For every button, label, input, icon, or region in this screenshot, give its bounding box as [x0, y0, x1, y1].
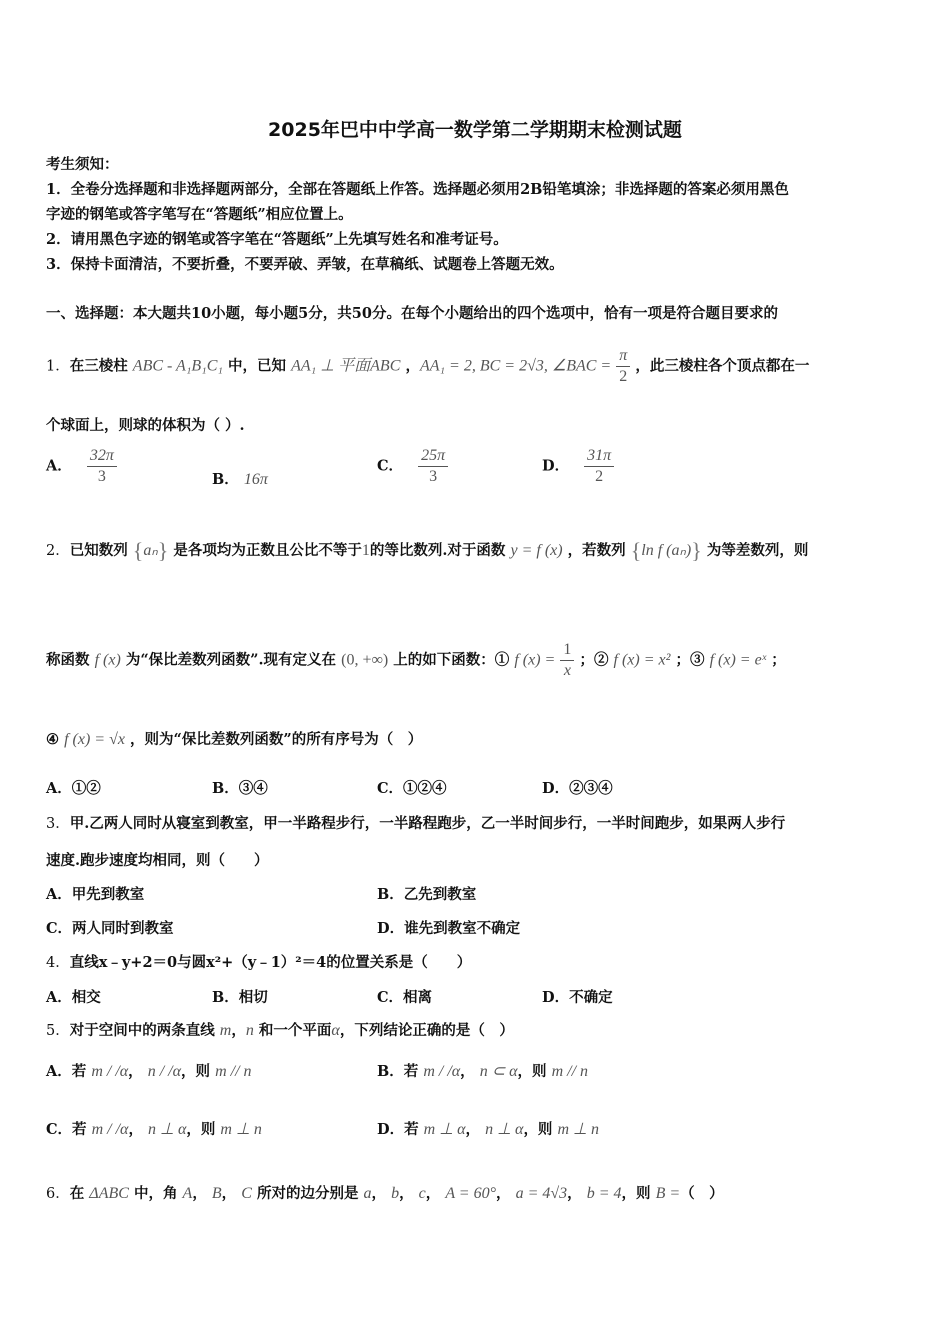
q-text: 甲.乙两人同时从寝室到教室，甲一半路程步行，一半路程跑步，乙一半时间步行，一半时间跑步，如果两人步行: [69, 815, 786, 832]
math-var: c: [418, 1185, 426, 1202]
q-text: 直线x﹣y+2＝0与圆x²+（y﹣1）²＝4的位置关系是（ ）: [69, 954, 472, 971]
option-a[interactable]: [46, 1060, 252, 1081]
question-3-line-1: [46, 812, 785, 833]
q-text: 为等差数列，则: [706, 542, 809, 559]
frac-den: 3: [97, 468, 106, 485]
question-number: 6．: [46, 1186, 70, 1202]
q-text: ；③: [675, 651, 705, 669]
math-fraction: [584, 446, 614, 487]
q-text: 称函数: [46, 651, 90, 669]
math-cond: m / /α: [91, 1121, 129, 1138]
question-number: 2．: [46, 543, 70, 559]
q-text: 为“保比差数列函数”.现有定义在: [125, 651, 337, 669]
q-text: 所对的边分别是: [256, 1185, 359, 1202]
option-d[interactable]: D．谁先到教室不确定: [377, 920, 521, 937]
option-label: B．: [212, 471, 239, 488]
question-1-line-1: 1．在三棱柱 ABC - A₁B₁C₁ 中，已知 AA₁ ⊥ 平面ABC ，AA₁ = 2, BC = 2√3, ∠BAC = $\frac{\pi}{2}$ ，此三棱柱各个顶点都在一: [46, 347, 810, 385]
math-perp: AA₁ ⊥ 平面ABC: [291, 357, 401, 375]
math-fraction: [560, 640, 574, 681]
math-cond: n ⊥ α: [148, 1121, 187, 1138]
question-number: 5．: [46, 1023, 70, 1039]
q-text: ，: [128, 1121, 143, 1138]
math-ask: B =: [655, 1185, 681, 1202]
math-alpha: α: [331, 1022, 340, 1039]
q-text: 对于空间中的两条直线: [69, 1022, 215, 1039]
q-text: 中，已知: [228, 357, 287, 375]
math-cond: n ⊥ α: [485, 1121, 524, 1138]
option-c[interactable]: C．①②④: [377, 780, 447, 797]
option-a[interactable]: A．相交: [46, 989, 101, 1006]
option-b[interactable]: [212, 468, 268, 489]
q-text: （ ）: [680, 1185, 724, 1202]
q-text: 和一个平面: [258, 1022, 332, 1039]
option-label: A．若: [46, 1063, 87, 1080]
option-a[interactable]: [46, 446, 117, 487]
math-conditions: AA₁ = 2, BC = 2√3, ∠BAC =: [419, 357, 612, 375]
notice-heading: 考生须知：: [46, 156, 119, 173]
q-text: ，则: [523, 1121, 553, 1138]
math-var: b: [391, 1185, 400, 1202]
option-b[interactable]: B．相切: [212, 989, 268, 1006]
math-lnf: ln f (aₙ): [641, 542, 692, 559]
question-number: 1．: [46, 358, 70, 375]
option-label: A．: [46, 457, 72, 475]
q-text: ，: [399, 1185, 414, 1202]
option-d[interactable]: [542, 446, 614, 487]
math-bval: b = 4: [586, 1185, 622, 1202]
math-n: n: [245, 1022, 254, 1039]
option-label: C．若: [46, 1121, 87, 1138]
option-c[interactable]: [46, 1118, 262, 1139]
q-text: ，: [221, 1185, 237, 1202]
math-triangle: ΔABC: [89, 1185, 129, 1202]
option-d[interactable]: [377, 1118, 599, 1139]
q-text: ，: [460, 1063, 475, 1080]
option-d[interactable]: D．不确定: [542, 989, 613, 1006]
question-6: [46, 1182, 724, 1203]
math-fraction: [87, 446, 117, 487]
option-c[interactable]: [377, 446, 448, 487]
notice-item: 1．全卷分选择题和非选择题两部分，全部在答题纸上作答。选择题必须用2B铅笔填涂；非选择题的答案必须用黑色: [46, 181, 789, 198]
math-f1: f (x) =: [514, 651, 556, 669]
q-text: ，: [465, 1121, 481, 1138]
frac-den: 2: [595, 468, 604, 485]
q-text: ，此三棱柱各个顶点都在一: [635, 357, 810, 375]
math-cond: m / /α: [91, 1063, 129, 1080]
option-b[interactable]: [377, 1060, 588, 1081]
q-text: 是各项均为正数且公比不等于: [173, 542, 362, 559]
frac-num: 1: [560, 640, 574, 661]
question-number: 3．: [46, 816, 70, 832]
q-text: 在三棱柱: [69, 357, 128, 375]
question-4: [46, 951, 471, 972]
math-an: aₙ: [143, 542, 158, 559]
math-result: m // n: [551, 1063, 589, 1080]
math-domain: (0, +∞): [341, 651, 389, 669]
notice-item: 2．请用黑色字迹的钢笔或答字笔在“答题纸”上先填写姓名和准考证号。: [46, 231, 508, 248]
question-2-line-3: [46, 728, 422, 749]
q-text: ，: [567, 1185, 582, 1202]
option-c[interactable]: C．两人同时到教室: [46, 920, 174, 937]
math-fraction: [616, 346, 630, 387]
math-fx: f (x): [94, 651, 121, 669]
math-angle: A = 60°: [445, 1185, 496, 1202]
math-f3: f (x) = eˣ: [709, 651, 767, 669]
q-text: ，下列结论正确的是（ ）: [339, 1022, 514, 1039]
q-text: 上的如下函数：①: [393, 651, 510, 669]
q-text: ，则: [186, 1121, 216, 1138]
q-text: ，: [371, 1185, 387, 1202]
math-var: a: [363, 1185, 372, 1202]
option-label: C．: [377, 457, 404, 475]
q-text: ④: [46, 731, 59, 748]
option-label: D．: [542, 457, 570, 475]
math-result: m // n: [215, 1063, 252, 1080]
q-text: 已知数列: [69, 542, 128, 559]
q-text: 中，角: [133, 1185, 178, 1202]
q-text: 的等比数列.对于函数: [369, 542, 506, 559]
question-2-line-1: 2．已知数列 {aₙ} 是各项均为正数且公比不等于1的等比数列.对于函数 y = f (x) ，若数列 {ln f (aₙ)} 为等差数列，则: [46, 538, 809, 563]
option-value: 16π: [243, 471, 268, 488]
q-text: ，: [192, 1185, 207, 1202]
math-fraction: [418, 446, 448, 487]
math-var: C: [241, 1185, 252, 1202]
math-cond: n ⊂ α: [479, 1063, 518, 1080]
q-text: ；②: [579, 651, 609, 669]
option-label: D．若: [377, 1121, 419, 1138]
question-number: 4．: [46, 955, 70, 971]
math-prism: ABC - A₁B₁C₁: [132, 357, 223, 375]
option-a[interactable]: A．甲先到教室: [46, 886, 145, 903]
q-text: ，: [425, 1185, 441, 1202]
frac-den: x: [563, 662, 571, 679]
notice-item: 3．保持卡面清洁，不要折叠，不要弄破、弄皱，在草稿纸、试题卷上答题无效。: [46, 256, 564, 273]
question-5: [46, 1019, 514, 1040]
q-text: ，: [496, 1185, 511, 1202]
q-text: ，则: [621, 1185, 651, 1202]
math-var: A: [182, 1185, 193, 1202]
math-fx: y = f (x): [510, 542, 563, 559]
frac-num: π: [616, 346, 630, 367]
frac-den: 2: [619, 368, 628, 385]
option-a[interactable]: A．①②: [46, 780, 101, 797]
q-text: ，则: [517, 1063, 547, 1080]
math-m: m: [219, 1022, 232, 1039]
math-cond: m ⊥ α: [423, 1121, 466, 1138]
math-cond: m / /α: [423, 1063, 461, 1080]
frac-num: 32π: [87, 446, 117, 467]
math-one: 1: [361, 542, 370, 559]
q-text: ，则: [181, 1063, 211, 1080]
math-result: m ⊥ n: [220, 1121, 262, 1138]
math-aval: a = 4√3: [515, 1185, 568, 1202]
math-f2: f (x) = x²: [613, 651, 671, 669]
q-text: ，若数列: [567, 542, 626, 559]
frac-den: 3: [429, 468, 438, 485]
option-label: B．若: [377, 1063, 419, 1080]
frac-num: 31π: [584, 446, 614, 467]
math-var: B: [211, 1185, 222, 1202]
question-2-line-2: [46, 640, 786, 681]
q-text: ，: [231, 1022, 246, 1039]
q-text: ，: [128, 1063, 143, 1080]
question-3-line-2: 速度.跑步速度均相同，则（ ）: [46, 852, 269, 869]
math-f4: f (x) = √x: [64, 731, 125, 748]
section-heading: 一、选择题：本大题共10小题，每小题5分，共50分。在每个小题给出的四个选项中，恰有一项是符合题目要求的: [46, 305, 778, 322]
option-c[interactable]: C．相离: [377, 989, 433, 1006]
q-text: 在: [69, 1185, 85, 1202]
question-1-line-2: 个球面上，则球的体积为（ ）.: [46, 417, 245, 434]
q-text: ；: [771, 651, 786, 669]
option-d[interactable]: D．②③④: [542, 780, 613, 797]
notice-item: 字迹的钢笔或答字笔写在“答题纸”相应位置上。: [46, 206, 353, 223]
option-b[interactable]: B．③④: [212, 780, 268, 797]
math-cond: n / /α: [147, 1063, 182, 1080]
option-b[interactable]: B．乙先到教室: [377, 886, 477, 903]
frac-num: 25π: [418, 446, 448, 467]
math-result: m ⊥ n: [557, 1121, 599, 1138]
page-title: 2025年巴中中学高一数学第二学期期末检测试题: [268, 119, 682, 141]
q-text: ，则为“保比差数列函数”的所有序号为（ ）: [130, 731, 423, 748]
